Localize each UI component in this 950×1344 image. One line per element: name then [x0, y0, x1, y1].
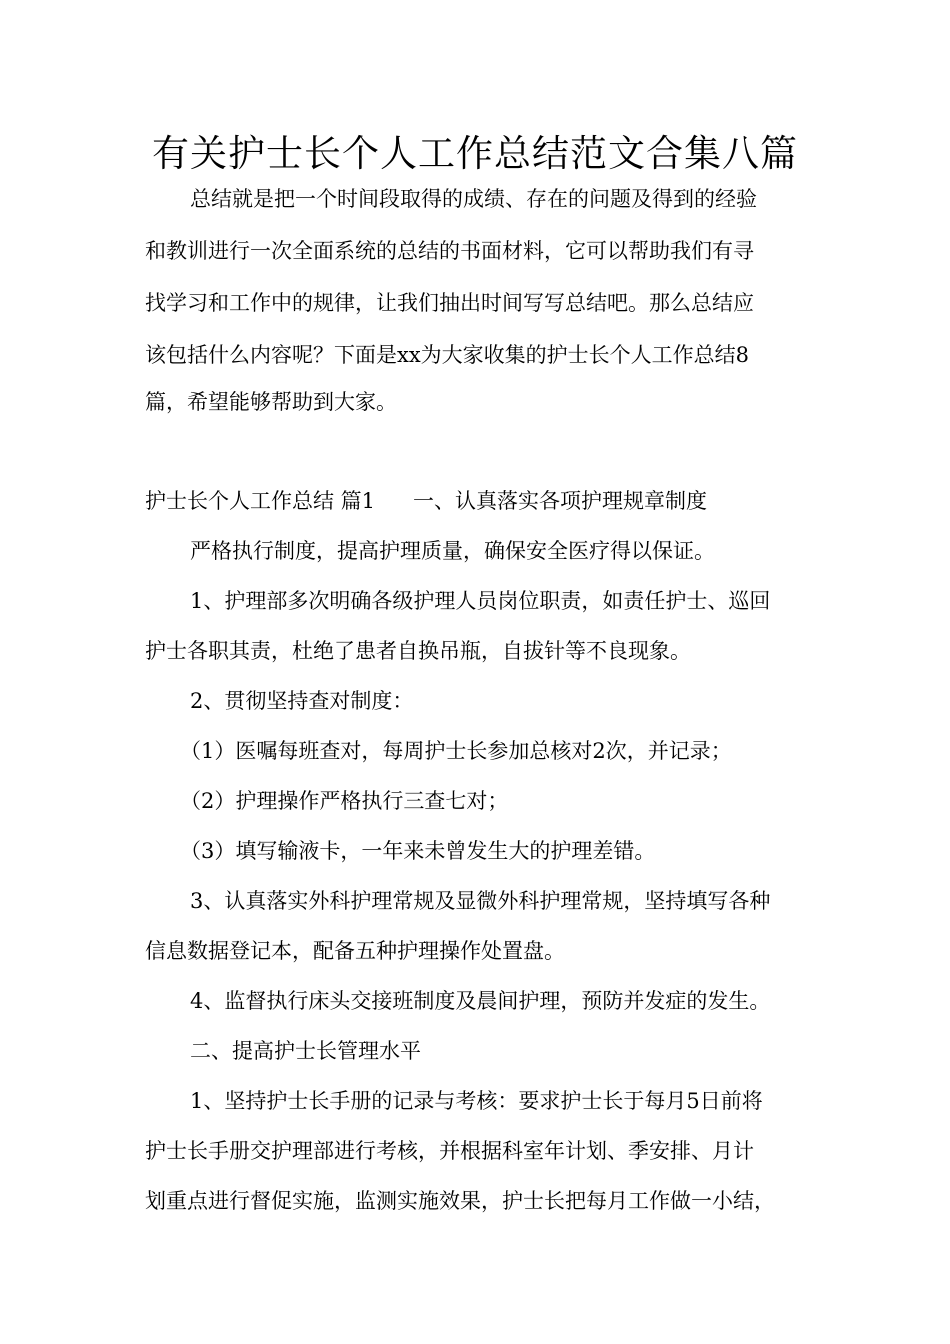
intro-line-5: 篇，希望能够帮助到大家。	[145, 390, 397, 414]
intro-line-2: 和教训进行一次全面系统的总结的书面材料，它可以帮助我们有寻	[145, 239, 754, 263]
body-line-12: 1、坚持护士长手册的记录与考核：要求护士长于每月5日前将	[190, 1089, 763, 1113]
body-line-14: 划重点进行督促实施，监测实施效果，护士长把每月工作做一小结，	[145, 1189, 775, 1213]
intro-line-3: 找学习和工作中的规律，让我们抽出时间写写总结吧。那么总结应	[145, 291, 754, 315]
body-line-2: 1、护理部多次明确各级护理人员岗位职责，如责任护士、巡回	[190, 589, 771, 613]
body-line-13: 护士长手册交护理部进行考核，并根据科室年计划、季安排、月计	[145, 1139, 754, 1163]
body-line-11: 二、提高护士长管理水平	[190, 1039, 421, 1063]
intro-line-4: 该包括什么内容呢？下面是xx为大家收集的护士长个人工作总结8	[145, 343, 750, 367]
document-title: 有关护士长个人工作总结范文合集八篇	[152, 132, 798, 175]
body-line-6: （2）护理操作严格执行三查七对；	[180, 789, 509, 813]
body-line-9: 信息数据登记本，配备五种护理操作处置盘。	[145, 939, 565, 963]
body-line-7: （3）填写输液卡，一年来未曾发生大的护理差错。	[180, 839, 656, 863]
body-line-3: 护士各职其责，杜绝了患者自换吊瓶，自拔针等不良现象。	[145, 639, 691, 663]
body-line-1: 严格执行制度，提高护理质量，确保安全医疗得以保证。	[190, 539, 715, 563]
body-line-10: 4、监督执行床头交接班制度及晨间护理，预防并发症的发生。	[190, 989, 771, 1013]
section-heading	[145, 486, 825, 516]
intro-line-1: 总结就是把一个时间段取得的成绩、存在的问题及得到的经验	[190, 187, 757, 211]
body-line-4: 2、贯彻坚持查对制度：	[190, 689, 414, 713]
section-heading-text: 一、认真落实各项护理规章制度	[413, 489, 708, 513]
section-label: 护士长个人工作总结 篇1	[145, 489, 376, 513]
body-line-5: （1）医嘱每班查对，每周护士长参加总核对2次，并记录；	[180, 739, 732, 763]
body-line-8: 3、认真落实外科护理常规及显微外科护理常规，坚持填写各种	[190, 889, 771, 913]
